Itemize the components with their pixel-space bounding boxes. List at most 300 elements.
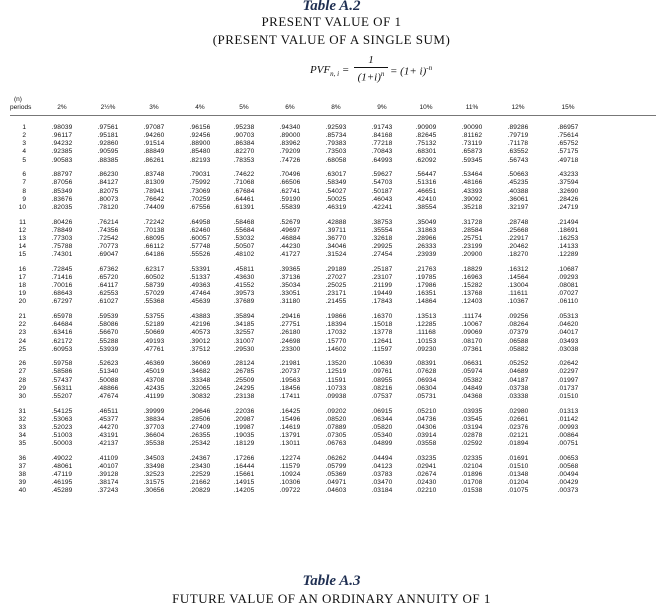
value-cell: .67297	[51, 298, 73, 306]
value-cell: .27454	[371, 251, 393, 259]
value-cell: .39711	[325, 226, 347, 234]
value-cell: .80426	[51, 218, 73, 226]
value-cell: .13791	[279, 431, 301, 439]
value-cell: .29925	[371, 242, 393, 250]
value-cell: .34185	[233, 321, 255, 329]
value-cell: .04494	[371, 454, 393, 462]
value-cell: .18129	[233, 440, 255, 448]
value-cell: .05820	[371, 423, 393, 431]
table-row	[0, 251, 663, 259]
value-cell: .40388	[507, 187, 529, 195]
value-cell: .13011	[279, 440, 301, 448]
period-cell: 10	[18, 203, 26, 211]
value-cell: .76642	[143, 195, 165, 203]
value-cell: .92860	[97, 140, 119, 148]
value-cell: .26355	[189, 431, 211, 439]
value-cell: .03738	[507, 384, 529, 392]
value-cell: .10733	[325, 384, 347, 392]
value-cell: .64186	[143, 251, 165, 259]
value-cell: .09293	[557, 273, 579, 281]
value-cell: .27751	[279, 321, 301, 329]
value-cell: .49718	[557, 156, 579, 164]
value-cell: .02376	[507, 423, 529, 431]
value-cell: .43630	[233, 273, 255, 281]
value-cell: .12285	[415, 321, 437, 329]
value-cell: .82193	[189, 156, 211, 164]
next-table-subtitle: FUTURE VALUE OF AN ORDINARY ANNUITY OF 1	[172, 591, 491, 606]
value-cell: .05340	[371, 431, 393, 439]
value-cell: .09202	[325, 407, 347, 415]
value-cell: .11591	[325, 376, 347, 384]
value-cell: .78849	[51, 226, 73, 234]
table-row	[0, 148, 663, 156]
formula-rhs: = $(1+ i)^{-n}$	[390, 64, 433, 78]
column-header: 2%	[57, 104, 67, 111]
value-cell: .08520	[325, 415, 347, 423]
table-row	[0, 188, 663, 196]
value-cell: .03558	[415, 440, 437, 448]
value-cell: .62460	[189, 226, 211, 234]
value-cell: .31524	[325, 251, 347, 259]
value-cell: .45811	[233, 265, 255, 273]
table-row	[0, 321, 663, 329]
table-row	[0, 266, 663, 274]
value-cell: .09256	[507, 313, 529, 320]
value-cell: .94340	[279, 124, 301, 131]
value-cell: .23171	[325, 290, 347, 298]
value-cell: .50088	[97, 376, 119, 384]
value-cell: .09761	[371, 368, 393, 376]
value-cell: .46319	[325, 203, 347, 211]
value-cell: .03194	[461, 423, 483, 431]
value-cell: .03493	[557, 337, 579, 345]
value-cell: .14915	[233, 479, 255, 487]
period-cell: 18	[18, 282, 26, 290]
value-cell: .00864	[557, 431, 579, 439]
value-cell: .34503	[143, 454, 165, 462]
value-cell: .17032	[325, 329, 347, 337]
value-cell: .49363	[189, 282, 211, 290]
period-cell: 39	[18, 479, 26, 487]
value-cell: .09069	[461, 329, 483, 337]
value-cell: .64461	[233, 195, 255, 203]
value-cell: .00751	[557, 440, 579, 448]
value-cell: .70773	[97, 242, 119, 250]
value-cell: .06304	[415, 384, 437, 392]
value-cell: .64958	[189, 218, 211, 226]
value-cell: .00993	[557, 423, 579, 431]
periods-n-label: (n)	[14, 96, 22, 103]
value-cell: .06934	[415, 376, 437, 384]
table-row	[0, 338, 663, 346]
value-cell: .37512	[189, 345, 211, 353]
value-cell: .86230	[97, 171, 119, 179]
value-cell: .13513	[415, 313, 437, 320]
value-cell: .27027	[325, 273, 347, 281]
value-cell: .50669	[143, 329, 165, 337]
value-cell: .14205	[233, 487, 255, 495]
value-cell: .84127	[97, 179, 119, 187]
value-cell: .15770	[325, 337, 347, 345]
value-cell: .18270	[507, 251, 529, 259]
value-cell: .55288	[97, 337, 119, 345]
value-cell: .21455	[325, 298, 347, 306]
value-cell: .58586	[51, 368, 73, 376]
value-cell: .20737	[279, 368, 301, 376]
value-cell: .33348	[189, 376, 211, 384]
period-cell: 32	[18, 415, 26, 423]
value-cell: .30656	[143, 487, 165, 495]
period-cell: 38	[18, 471, 26, 479]
value-cell: .29189	[325, 265, 347, 273]
period-cell: 26	[18, 360, 26, 368]
value-cell: .11597	[371, 345, 393, 353]
value-cell: .16963	[461, 273, 483, 281]
value-cell: .50507	[233, 242, 255, 250]
value-cell: .26785	[233, 368, 255, 376]
value-cell: .14619	[279, 423, 301, 431]
value-cell: .95238	[233, 124, 255, 131]
value-cell: .79719	[507, 132, 529, 140]
value-cell: .72542	[97, 234, 119, 242]
period-cell: 4	[22, 148, 26, 156]
value-cell: .43708	[143, 376, 165, 384]
value-cell: .04689	[507, 368, 529, 376]
value-cell: .08170	[461, 337, 483, 345]
value-cell: .41552	[233, 282, 255, 290]
value-cell: .23430	[189, 462, 211, 470]
value-cell: .65978	[51, 313, 73, 320]
value-cell: .05210	[415, 407, 437, 415]
value-cell: .42435	[143, 384, 165, 392]
value-cell: .63552	[507, 148, 529, 156]
value-cell: .78941	[143, 187, 165, 195]
value-cell: .57748	[189, 242, 211, 250]
formula-fraction: $\frac{1}{(1+i)^n}$	[354, 54, 388, 85]
value-cell: .10306	[279, 479, 301, 487]
value-cell: .80073	[97, 195, 119, 203]
value-cell: .70496	[279, 171, 301, 179]
value-cell: .46511	[97, 407, 119, 415]
period-cell: 20	[18, 298, 26, 306]
value-cell: .01737	[557, 384, 579, 392]
value-cell: .52189	[143, 321, 165, 329]
value-cell: .22529	[189, 471, 211, 479]
value-cell: .20829	[189, 487, 211, 495]
value-cell: .15282	[461, 282, 483, 290]
period-cell: 7	[22, 179, 26, 187]
value-cell: .43393	[461, 187, 483, 195]
value-cell: .03914	[415, 431, 437, 439]
value-cell: .05382	[461, 376, 483, 384]
value-cell: .50003	[51, 440, 73, 448]
value-cell: .36770	[325, 234, 347, 242]
column-header: 6%	[285, 104, 295, 111]
table-row	[0, 393, 663, 401]
value-cell: .10153	[415, 337, 437, 345]
value-cell: .55207	[51, 392, 73, 400]
value-cell: .03545	[461, 415, 483, 423]
period-cell: 1	[22, 124, 26, 131]
value-cell: .08391	[415, 360, 437, 368]
value-cell: .21494	[557, 218, 579, 226]
value-cell: .74301	[51, 251, 73, 259]
value-cell: .13520	[325, 360, 347, 368]
value-cell: .19035	[233, 431, 255, 439]
value-cell: .04187	[507, 376, 529, 384]
table-row	[0, 124, 663, 132]
value-cell: .58086	[97, 321, 119, 329]
table-row	[0, 408, 663, 416]
value-cell: .69047	[97, 251, 119, 259]
value-cell: .60057	[189, 234, 211, 242]
value-cell: .51003	[51, 431, 73, 439]
value-cell: .23300	[279, 345, 301, 353]
value-cell: .47119	[51, 471, 73, 479]
value-cell: .00568	[557, 462, 579, 470]
value-cell: .75992	[189, 179, 211, 187]
value-cell: .29416	[279, 313, 301, 320]
value-cell: .05313	[557, 313, 579, 320]
value-cell: .50663	[507, 171, 529, 179]
value-cell: .04123	[371, 462, 393, 470]
value-cell: .28124	[233, 360, 255, 368]
table-row	[0, 385, 663, 393]
value-cell: .50025	[325, 195, 347, 203]
value-cell: .38554	[415, 203, 437, 211]
value-cell: .28584	[461, 226, 483, 234]
value-cell: .62172	[51, 337, 73, 345]
value-cell: .09722	[279, 487, 301, 495]
value-cell: .41199	[143, 392, 165, 400]
table-row	[0, 282, 663, 290]
value-cell: .07361	[461, 345, 483, 353]
value-cell: .07537	[371, 392, 393, 400]
period-cell: 6	[22, 171, 26, 179]
value-cell: .01075	[507, 487, 529, 495]
value-cell: .04368	[461, 392, 483, 400]
value-cell: .06763	[325, 440, 347, 448]
value-cell: .83676	[51, 195, 73, 203]
value-cell: .39365	[279, 265, 301, 273]
value-cell: .38753	[371, 218, 393, 226]
value-cell: .17266	[233, 454, 255, 462]
value-cell: .13778	[371, 329, 393, 337]
value-cell: .88797	[51, 171, 73, 179]
value-cell: .46369	[143, 360, 165, 368]
period-cell: 28	[18, 376, 26, 384]
period-cell: 14	[18, 242, 26, 250]
value-cell: .77218	[371, 140, 393, 148]
value-cell: .57437	[51, 376, 73, 384]
value-cell: .49193	[143, 337, 165, 345]
value-cell: .39012	[189, 337, 211, 345]
value-cell: .97087	[143, 124, 165, 131]
table-subtitle-2: (PRESENT VALUE OF A SINGLE SUM)	[212, 32, 451, 47]
period-cell: 25	[18, 345, 26, 353]
value-cell: .36604	[143, 431, 165, 439]
value-cell: .02980	[507, 407, 529, 415]
value-cell: .24698	[279, 337, 301, 345]
value-cell: .02941	[415, 462, 437, 470]
value-cell: .46195	[51, 479, 73, 487]
column-header: 2½%	[100, 104, 116, 111]
value-cell: .88385	[97, 156, 119, 164]
value-cell: .24367	[189, 454, 211, 462]
value-cell: .45289	[51, 487, 73, 495]
value-cell: .24719	[557, 203, 579, 211]
value-cell: .04603	[325, 487, 347, 495]
value-cell: .86261	[143, 156, 165, 164]
period-cell: 37	[18, 462, 26, 470]
value-cell: .78120	[97, 203, 119, 211]
value-cell: .03184	[371, 487, 393, 495]
value-cell: .07379	[507, 329, 529, 337]
table-row	[0, 471, 663, 479]
value-cell: .62741	[279, 187, 301, 195]
value-cell: .56447	[415, 171, 437, 179]
value-cell: .39092	[461, 195, 483, 203]
period-cell: 13	[18, 234, 26, 242]
value-cell: .11611	[508, 290, 528, 298]
value-cell: .06588	[507, 337, 529, 345]
value-cell: .88849	[143, 148, 165, 156]
value-cell: .55526	[189, 251, 211, 259]
value-cell: .02674	[415, 471, 437, 479]
value-cell: .46651	[415, 187, 437, 195]
value-cell: .23939	[415, 251, 437, 259]
period-cell: 19	[18, 290, 26, 298]
value-cell: .13768	[461, 290, 483, 298]
value-cell: .01510	[557, 392, 579, 400]
next-table-title: Table A.3	[302, 573, 361, 589]
value-cell: .05882	[507, 345, 529, 353]
value-cell: .35554	[371, 226, 393, 234]
value-cell: .83748	[143, 171, 165, 179]
value-cell: .05731	[415, 392, 437, 400]
value-cell: .24295	[233, 384, 255, 392]
value-cell: .37703	[143, 423, 165, 431]
value-cell: .08264	[507, 321, 529, 329]
pv-formula	[200, 52, 460, 92]
value-cell: .25509	[233, 376, 255, 384]
value-cell: .17843	[371, 298, 393, 306]
value-cell: .68643	[51, 290, 73, 298]
value-cell: .39128	[97, 471, 119, 479]
value-cell: .03783	[371, 471, 393, 479]
period-cell: 40	[18, 487, 26, 495]
value-cell: .37689	[233, 298, 255, 306]
value-cell: .19563	[279, 376, 301, 384]
table-row	[0, 274, 663, 282]
value-cell: .90090	[461, 124, 483, 131]
table-row	[0, 416, 663, 424]
value-cell: .55368	[143, 298, 165, 306]
column-header: 15%	[561, 104, 575, 111]
value-cell: .71416	[51, 273, 73, 281]
value-cell: .73069	[189, 187, 211, 195]
value-cell: .05369	[325, 471, 347, 479]
value-cell: .92593	[325, 124, 347, 131]
value-cell: .53391	[189, 265, 211, 273]
value-cell: .22036	[233, 407, 255, 415]
period-cell: 11	[19, 218, 26, 226]
value-cell: .53063	[51, 415, 73, 423]
table-row	[0, 329, 663, 337]
value-cell: .18456	[279, 384, 301, 392]
value-cell: .15018	[371, 321, 393, 329]
value-cell: .02642	[557, 360, 579, 368]
column-header: 5%	[239, 104, 249, 111]
value-cell: .39573	[233, 290, 255, 298]
value-cell: .89286	[507, 124, 529, 131]
table-row	[0, 424, 663, 432]
value-cell: .55684	[233, 226, 255, 234]
value-cell: .14133	[557, 242, 579, 250]
value-cell: .25751	[461, 234, 483, 242]
value-cell: .12289	[557, 251, 579, 259]
value-cell: .31863	[415, 226, 437, 234]
value-cell: .64684	[51, 321, 73, 329]
table-row	[0, 140, 663, 148]
table-row	[0, 132, 663, 140]
value-cell: .45639	[189, 298, 211, 306]
period-cell: 16	[18, 265, 26, 273]
value-cell: .02335	[461, 454, 483, 462]
value-cell: .02878	[461, 431, 483, 439]
value-cell: .45235	[507, 179, 529, 187]
value-cell: .53755	[143, 313, 165, 320]
value-cell: .91514	[143, 140, 165, 148]
value-cell: .60953	[51, 345, 73, 353]
value-cell: .12403	[461, 298, 483, 306]
value-cell: .49697	[279, 226, 301, 234]
value-cell: .79209	[279, 148, 301, 156]
value-cell: .16351	[415, 290, 437, 298]
value-cell: .26180	[279, 329, 301, 337]
value-cell: .07889	[325, 423, 347, 431]
value-cell: .01691	[507, 454, 529, 462]
value-cell: .88900	[189, 140, 211, 148]
value-cell: .82645	[415, 132, 437, 140]
value-cell: .00373	[557, 487, 579, 495]
value-cell: .02104	[461, 462, 483, 470]
period-cell: 23	[18, 329, 26, 337]
column-header: 10%	[419, 104, 433, 111]
value-cell: .38174	[97, 479, 119, 487]
value-cell: .96117	[51, 132, 73, 140]
column-header: 11%	[465, 104, 479, 111]
value-cell: .48061	[51, 462, 73, 470]
value-cell: .42888	[325, 218, 347, 226]
value-cell: .68095	[143, 234, 165, 242]
value-cell: .67684	[233, 187, 255, 195]
value-cell: .58349	[325, 179, 347, 187]
value-cell: .56311	[51, 384, 73, 392]
value-cell: .02210	[415, 487, 437, 495]
period-cell: 30	[18, 392, 26, 400]
value-cell: .62092	[415, 156, 437, 164]
value-cell: .03235	[415, 454, 437, 462]
value-cell: .65873	[461, 148, 483, 156]
period-cell: 22	[18, 321, 26, 329]
value-cell: .78353	[233, 156, 255, 164]
value-cell: .46043	[371, 195, 393, 203]
value-cell: .89000	[279, 132, 301, 140]
value-cell: .74409	[143, 203, 165, 211]
value-cell: .57175	[557, 148, 579, 156]
value-cell: .32197	[507, 203, 529, 211]
